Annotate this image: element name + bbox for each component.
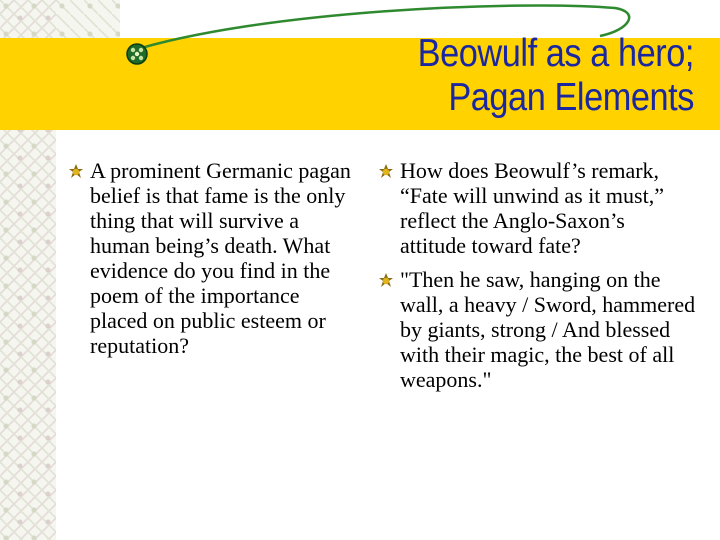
bullet-item bbox=[378, 267, 696, 392]
title-line-1: Beowulf as a hero; bbox=[417, 32, 694, 75]
left-column bbox=[68, 158, 354, 367]
bullet-text: How does Beowulf’s remark, “Fate will unwind as it must,” reflect the Anglo-Saxon’s attitude toward fate? bbox=[400, 158, 664, 258]
bullet-item bbox=[68, 158, 354, 358]
right-column bbox=[378, 158, 696, 401]
title-line-2: Pagan Elements bbox=[448, 76, 694, 119]
gold-bee-bullet-icon bbox=[378, 163, 394, 179]
gold-bee-bullet-icon bbox=[378, 272, 394, 288]
bullet-text: "Then he saw, hanging on the wall, a heavy / Sword, hammered by giants, strong / And blessed with their magic, the best of all weapons." bbox=[400, 267, 696, 392]
bullet-item bbox=[378, 158, 696, 258]
green-orb-icon bbox=[127, 44, 147, 64]
bullet-text: A prominent Germanic pagan belief is that fame is the only thing that will survive a human being’s death. What evidence do you find in the poem of the importance placed on public esteem or reputation? bbox=[90, 158, 351, 358]
gold-bee-bullet-icon bbox=[68, 163, 84, 179]
slide-title bbox=[254, 32, 694, 120]
